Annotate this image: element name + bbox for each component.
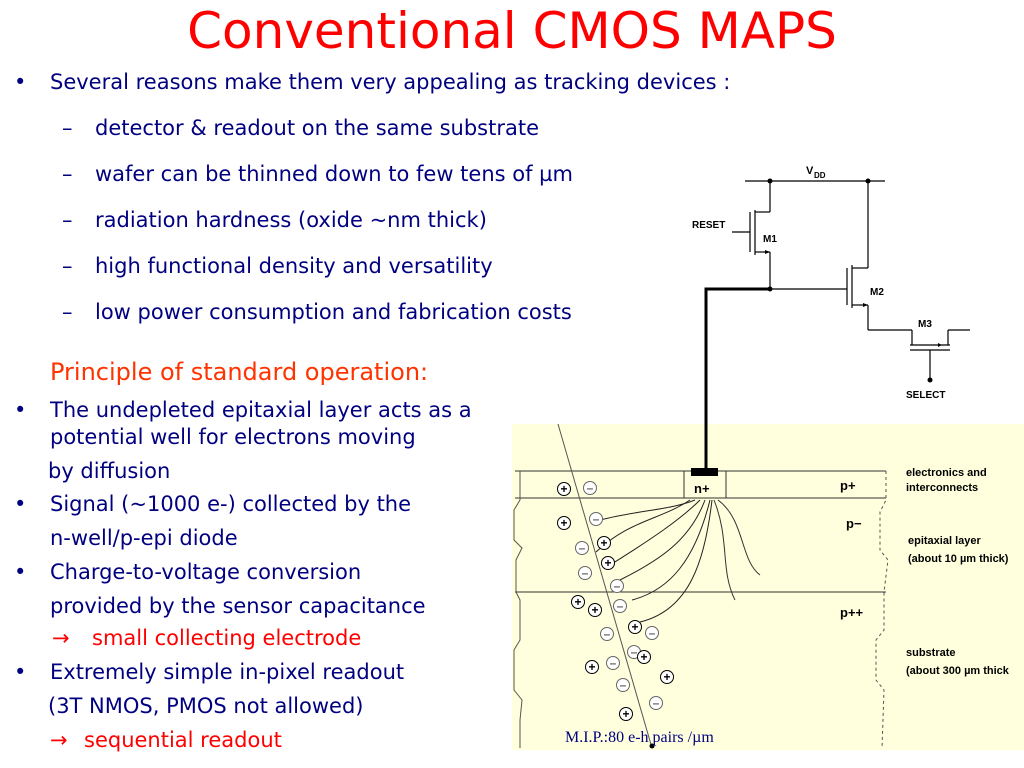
svg-text:+: + xyxy=(600,536,608,550)
p-minus-label: p− xyxy=(846,516,862,531)
svg-text:–: – xyxy=(630,645,638,659)
electron-icon xyxy=(646,626,659,640)
svg-text:+: + xyxy=(560,516,568,530)
reason-item: radiation hardness (oxide ~nm thick) xyxy=(95,208,487,232)
junction-dot xyxy=(866,179,871,184)
electron-icon xyxy=(576,541,589,555)
point-text: by diffusion xyxy=(48,459,171,483)
svg-text:+: + xyxy=(588,660,596,674)
svg-text:–: – xyxy=(603,627,611,641)
intro-text: Several reasons make them very appealing as tracking devices : xyxy=(50,70,731,94)
layer-label: electronics and xyxy=(906,467,987,479)
svg-text:–: – xyxy=(609,656,617,670)
hole-icon xyxy=(629,620,642,634)
electron-icon xyxy=(617,678,630,692)
m2-label: M2 xyxy=(870,287,884,298)
dash-icon: – xyxy=(62,162,73,186)
hole-icon xyxy=(572,595,585,609)
point-text: (3T NMOS, PMOS not allowed) xyxy=(48,694,364,718)
dash-icon: – xyxy=(62,300,73,324)
svg-text:–: – xyxy=(619,678,627,692)
point-text: potential well for electrons moving xyxy=(50,425,416,449)
svg-text:+: + xyxy=(591,603,599,617)
svg-text:–: – xyxy=(581,566,589,580)
svg-text:–: – xyxy=(613,579,621,593)
reason-item: detector & readout on the same substrate xyxy=(95,116,539,140)
electron-icon xyxy=(601,627,614,641)
dash-icon: – xyxy=(62,116,73,140)
point-text: sequential readout xyxy=(84,728,282,752)
arrow-icon: → xyxy=(52,626,70,650)
junction-dot xyxy=(768,287,773,292)
m1-arrow-icon xyxy=(765,250,770,254)
arrow-icon: → xyxy=(50,728,68,752)
point-text: Signal (~1000 e-) collected by the xyxy=(50,492,412,516)
bullet-icon: • xyxy=(14,492,27,516)
n-plus-label: n+ xyxy=(694,481,710,496)
bullet-icon: • xyxy=(14,660,27,684)
dash-icon: – xyxy=(62,254,73,278)
electron-icon xyxy=(611,579,624,593)
m3-label: M3 xyxy=(918,319,932,330)
svg-text:+: + xyxy=(631,620,639,634)
svg-text:+: + xyxy=(560,482,568,496)
svg-text:+: + xyxy=(663,670,671,684)
point-text: Extremely simple in-pixel readout xyxy=(50,660,405,684)
svg-text:–: – xyxy=(652,696,660,710)
point-text: provided by the sensor capacitance xyxy=(50,594,426,618)
electron-icon xyxy=(614,599,627,613)
readout-circuit xyxy=(732,181,970,380)
electron-icon xyxy=(607,656,620,670)
hole-icon xyxy=(602,556,615,570)
p-plusplus-label: p++ xyxy=(840,605,864,620)
electron-icon xyxy=(650,696,663,710)
svg-text:–: – xyxy=(592,512,600,526)
p-plus-label: p+ xyxy=(840,478,856,493)
point-text: small collecting electrode xyxy=(92,626,362,650)
svg-text:–: – xyxy=(616,599,624,613)
slide-title: Conventional CMOS MAPS xyxy=(187,2,837,60)
hole-icon xyxy=(661,670,674,684)
reason-item: low power consumption and fabrication costs xyxy=(95,300,572,324)
junction-dot xyxy=(928,378,933,383)
hole-icon xyxy=(620,707,633,721)
mip-label: M.I.P.:80 e-h pairs /µm xyxy=(565,729,714,746)
bullet-icon: • xyxy=(14,398,27,422)
svg-text:–: – xyxy=(586,481,594,495)
svg-text:–: – xyxy=(578,541,586,555)
svg-text:–: – xyxy=(648,626,656,640)
vdd-label: V xyxy=(806,165,814,177)
hole-icon xyxy=(589,603,602,617)
electron-icon xyxy=(584,481,597,495)
point-text: Charge-to-voltage conversion xyxy=(50,560,362,584)
svg-text:+: + xyxy=(604,556,612,570)
svg-text:+: + xyxy=(622,707,630,721)
point-text: n-well/p-epi diode xyxy=(50,526,238,550)
layer-label: epitaxial layer xyxy=(908,535,981,547)
m2-arrow-icon xyxy=(863,303,868,307)
m3-arrow-icon xyxy=(938,343,942,347)
hole-icon xyxy=(558,482,571,496)
hole-icon xyxy=(586,660,599,674)
hole-icon xyxy=(638,650,651,664)
point-text: The undepleted epitaxial layer acts as a xyxy=(50,398,472,422)
reason-item: high functional density and versatility xyxy=(95,254,493,278)
vdd-subscript: DD xyxy=(814,171,826,180)
layer-label: (about 300 µm thick xyxy=(906,665,1009,677)
hole-icon xyxy=(558,516,571,530)
hole-icon xyxy=(598,536,611,550)
bullet-icon: • xyxy=(14,560,27,584)
reason-item: wafer can be thinned down to few tens of µm xyxy=(95,162,573,186)
layer-label: interconnects xyxy=(906,482,979,494)
collecting-electrode xyxy=(691,468,718,476)
layer-label: substrate xyxy=(906,647,956,659)
layer-label: (about 10 µm thick) xyxy=(908,553,1009,565)
dash-icon: – xyxy=(62,208,73,232)
svg-text:+: + xyxy=(574,595,582,609)
select-label: SELECT xyxy=(906,390,946,401)
electron-icon xyxy=(590,512,603,526)
svg-text:+: + xyxy=(640,650,648,664)
reset-label: RESET xyxy=(692,220,726,231)
electron-icon xyxy=(579,566,592,580)
principle-heading: Principle of standard operation: xyxy=(50,358,429,386)
bullet-icon: • xyxy=(14,70,27,94)
junction-dot xyxy=(768,179,773,184)
m1-label: M1 xyxy=(763,234,777,245)
